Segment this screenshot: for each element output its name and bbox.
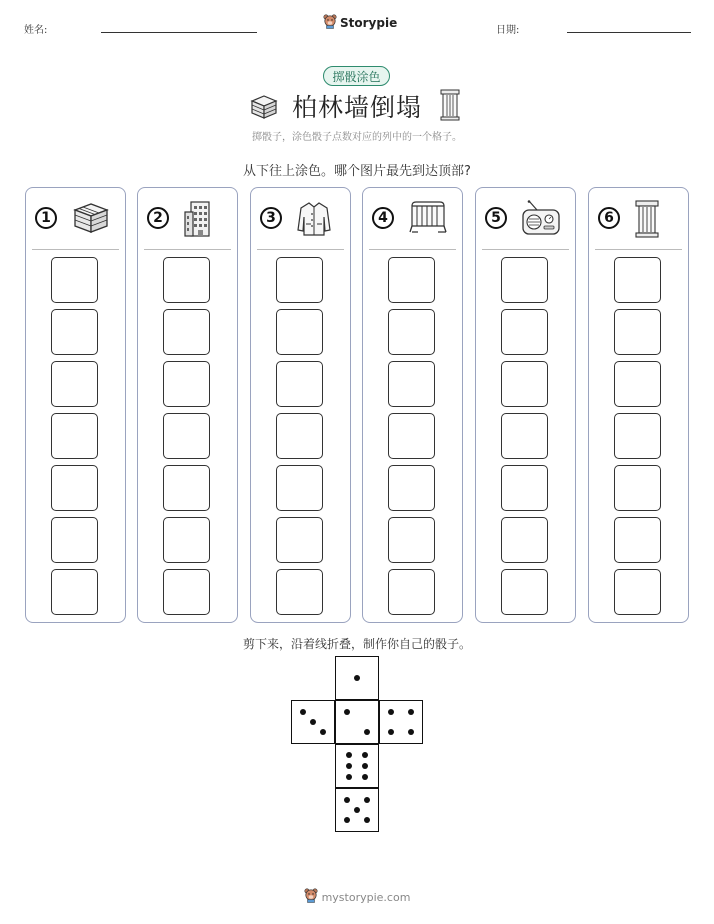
die-face-1 <box>335 656 379 700</box>
die-pip <box>344 709 350 715</box>
color-cell[interactable] <box>614 309 661 355</box>
color-cell[interactable] <box>388 517 435 563</box>
die-pip <box>362 774 368 780</box>
date-label: 日期: <box>496 25 520 36</box>
building-icon <box>183 200 215 242</box>
die-face-3 <box>291 700 335 744</box>
name-label: 姓名: <box>24 25 48 36</box>
column-divider <box>144 249 231 250</box>
color-cell[interactable] <box>51 257 98 303</box>
column-5 <box>475 187 576 623</box>
color-cell[interactable] <box>501 569 548 615</box>
bear-mascot-icon <box>304 887 318 907</box>
color-cell[interactable] <box>51 569 98 615</box>
die-pip <box>346 752 352 758</box>
column-4 <box>362 187 463 623</box>
color-cell[interactable] <box>51 309 98 355</box>
brand-name: Storypie <box>340 16 398 30</box>
color-cell[interactable] <box>163 257 210 303</box>
color-cell[interactable] <box>388 465 435 511</box>
column-number: 6 <box>598 207 620 229</box>
color-cell[interactable] <box>163 309 210 355</box>
column-number: 1 <box>35 207 57 229</box>
color-cell[interactable] <box>501 309 548 355</box>
color-cell[interactable] <box>388 569 435 615</box>
instruction: 从下往上涂色。哪个图片最先到达顶部? <box>243 164 471 179</box>
die-pip <box>354 675 360 681</box>
color-cell[interactable] <box>163 569 210 615</box>
color-cell[interactable] <box>614 257 661 303</box>
die-face-4 <box>379 700 423 744</box>
cut-instruction: 剪下来，沿着线折叠，制作你自己的骰子。 <box>242 637 471 651</box>
color-cell[interactable] <box>276 413 323 459</box>
color-cell[interactable] <box>51 465 98 511</box>
crate-icon <box>249 93 279 123</box>
die-pip <box>364 797 370 803</box>
die-pip <box>408 729 414 735</box>
activity-badge: 掷骰涂色 <box>323 66 390 86</box>
color-cell[interactable] <box>501 465 548 511</box>
color-cell[interactable] <box>276 361 323 407</box>
column-3 <box>250 187 351 623</box>
die-pip <box>344 817 350 823</box>
footer <box>0 887 714 907</box>
die-pip <box>310 719 316 725</box>
column-divider <box>32 249 119 250</box>
column-divider <box>482 249 569 250</box>
die-pip <box>320 729 326 735</box>
column-icon <box>634 200 660 242</box>
color-cell[interactable] <box>388 257 435 303</box>
color-cell[interactable] <box>276 257 323 303</box>
column-1 <box>25 187 126 623</box>
color-cell[interactable] <box>276 517 323 563</box>
die-pip <box>408 709 414 715</box>
column-number: 2 <box>147 207 169 229</box>
color-cell[interactable] <box>276 569 323 615</box>
color-cell[interactable] <box>614 413 661 459</box>
color-cell[interactable] <box>388 413 435 459</box>
column-icon <box>439 89 461 125</box>
coat-icon <box>296 200 332 242</box>
page-title: 柏林墙倒塌 <box>292 93 423 122</box>
color-cell[interactable] <box>388 309 435 355</box>
color-cell[interactable] <box>163 517 210 563</box>
column-divider <box>595 249 682 250</box>
die-pip <box>364 729 370 735</box>
name-line[interactable] <box>101 32 257 33</box>
column-6 <box>588 187 689 623</box>
radio-icon <box>521 200 561 240</box>
die-face-6 <box>335 744 379 788</box>
brand-logo <box>323 13 397 33</box>
color-cell[interactable] <box>614 465 661 511</box>
color-cell[interactable] <box>501 361 548 407</box>
color-cell[interactable] <box>163 361 210 407</box>
die-pip <box>300 709 306 715</box>
die-pip <box>346 763 352 769</box>
die-pip <box>388 709 394 715</box>
column-number: 4 <box>372 207 394 229</box>
die-face-5 <box>335 788 379 832</box>
crate-icon <box>71 200 111 238</box>
column-number: 5 <box>485 207 507 229</box>
color-cell[interactable] <box>276 465 323 511</box>
die-pip <box>354 807 360 813</box>
color-cell[interactable] <box>163 465 210 511</box>
column-2 <box>137 187 238 623</box>
column-number: 3 <box>260 207 282 229</box>
color-cell[interactable] <box>51 361 98 407</box>
bear-mascot-icon <box>323 13 337 33</box>
color-cell[interactable] <box>163 413 210 459</box>
color-cell[interactable] <box>276 309 323 355</box>
color-cell[interactable] <box>501 517 548 563</box>
color-cell[interactable] <box>614 361 661 407</box>
die-pip <box>346 774 352 780</box>
die-pip <box>364 817 370 823</box>
die-pip <box>362 752 368 758</box>
die-pip <box>344 797 350 803</box>
color-cell[interactable] <box>51 517 98 563</box>
color-cell[interactable] <box>614 517 661 563</box>
barrier-icon <box>408 200 448 238</box>
date-line[interactable] <box>567 32 691 33</box>
die-pip <box>388 729 394 735</box>
color-cell[interactable] <box>501 257 548 303</box>
color-cell[interactable] <box>51 413 98 459</box>
subtitle: 掷骰子，涂色骰子点数对应的列中的一个格子。 <box>252 132 462 143</box>
color-cell[interactable] <box>388 361 435 407</box>
footer-site: mystorypie.com <box>321 890 411 904</box>
column-divider <box>257 249 344 250</box>
color-cell[interactable] <box>614 569 661 615</box>
column-divider <box>369 249 456 250</box>
die-pip <box>362 763 368 769</box>
color-cell[interactable] <box>501 413 548 459</box>
die-face-2 <box>335 700 379 744</box>
